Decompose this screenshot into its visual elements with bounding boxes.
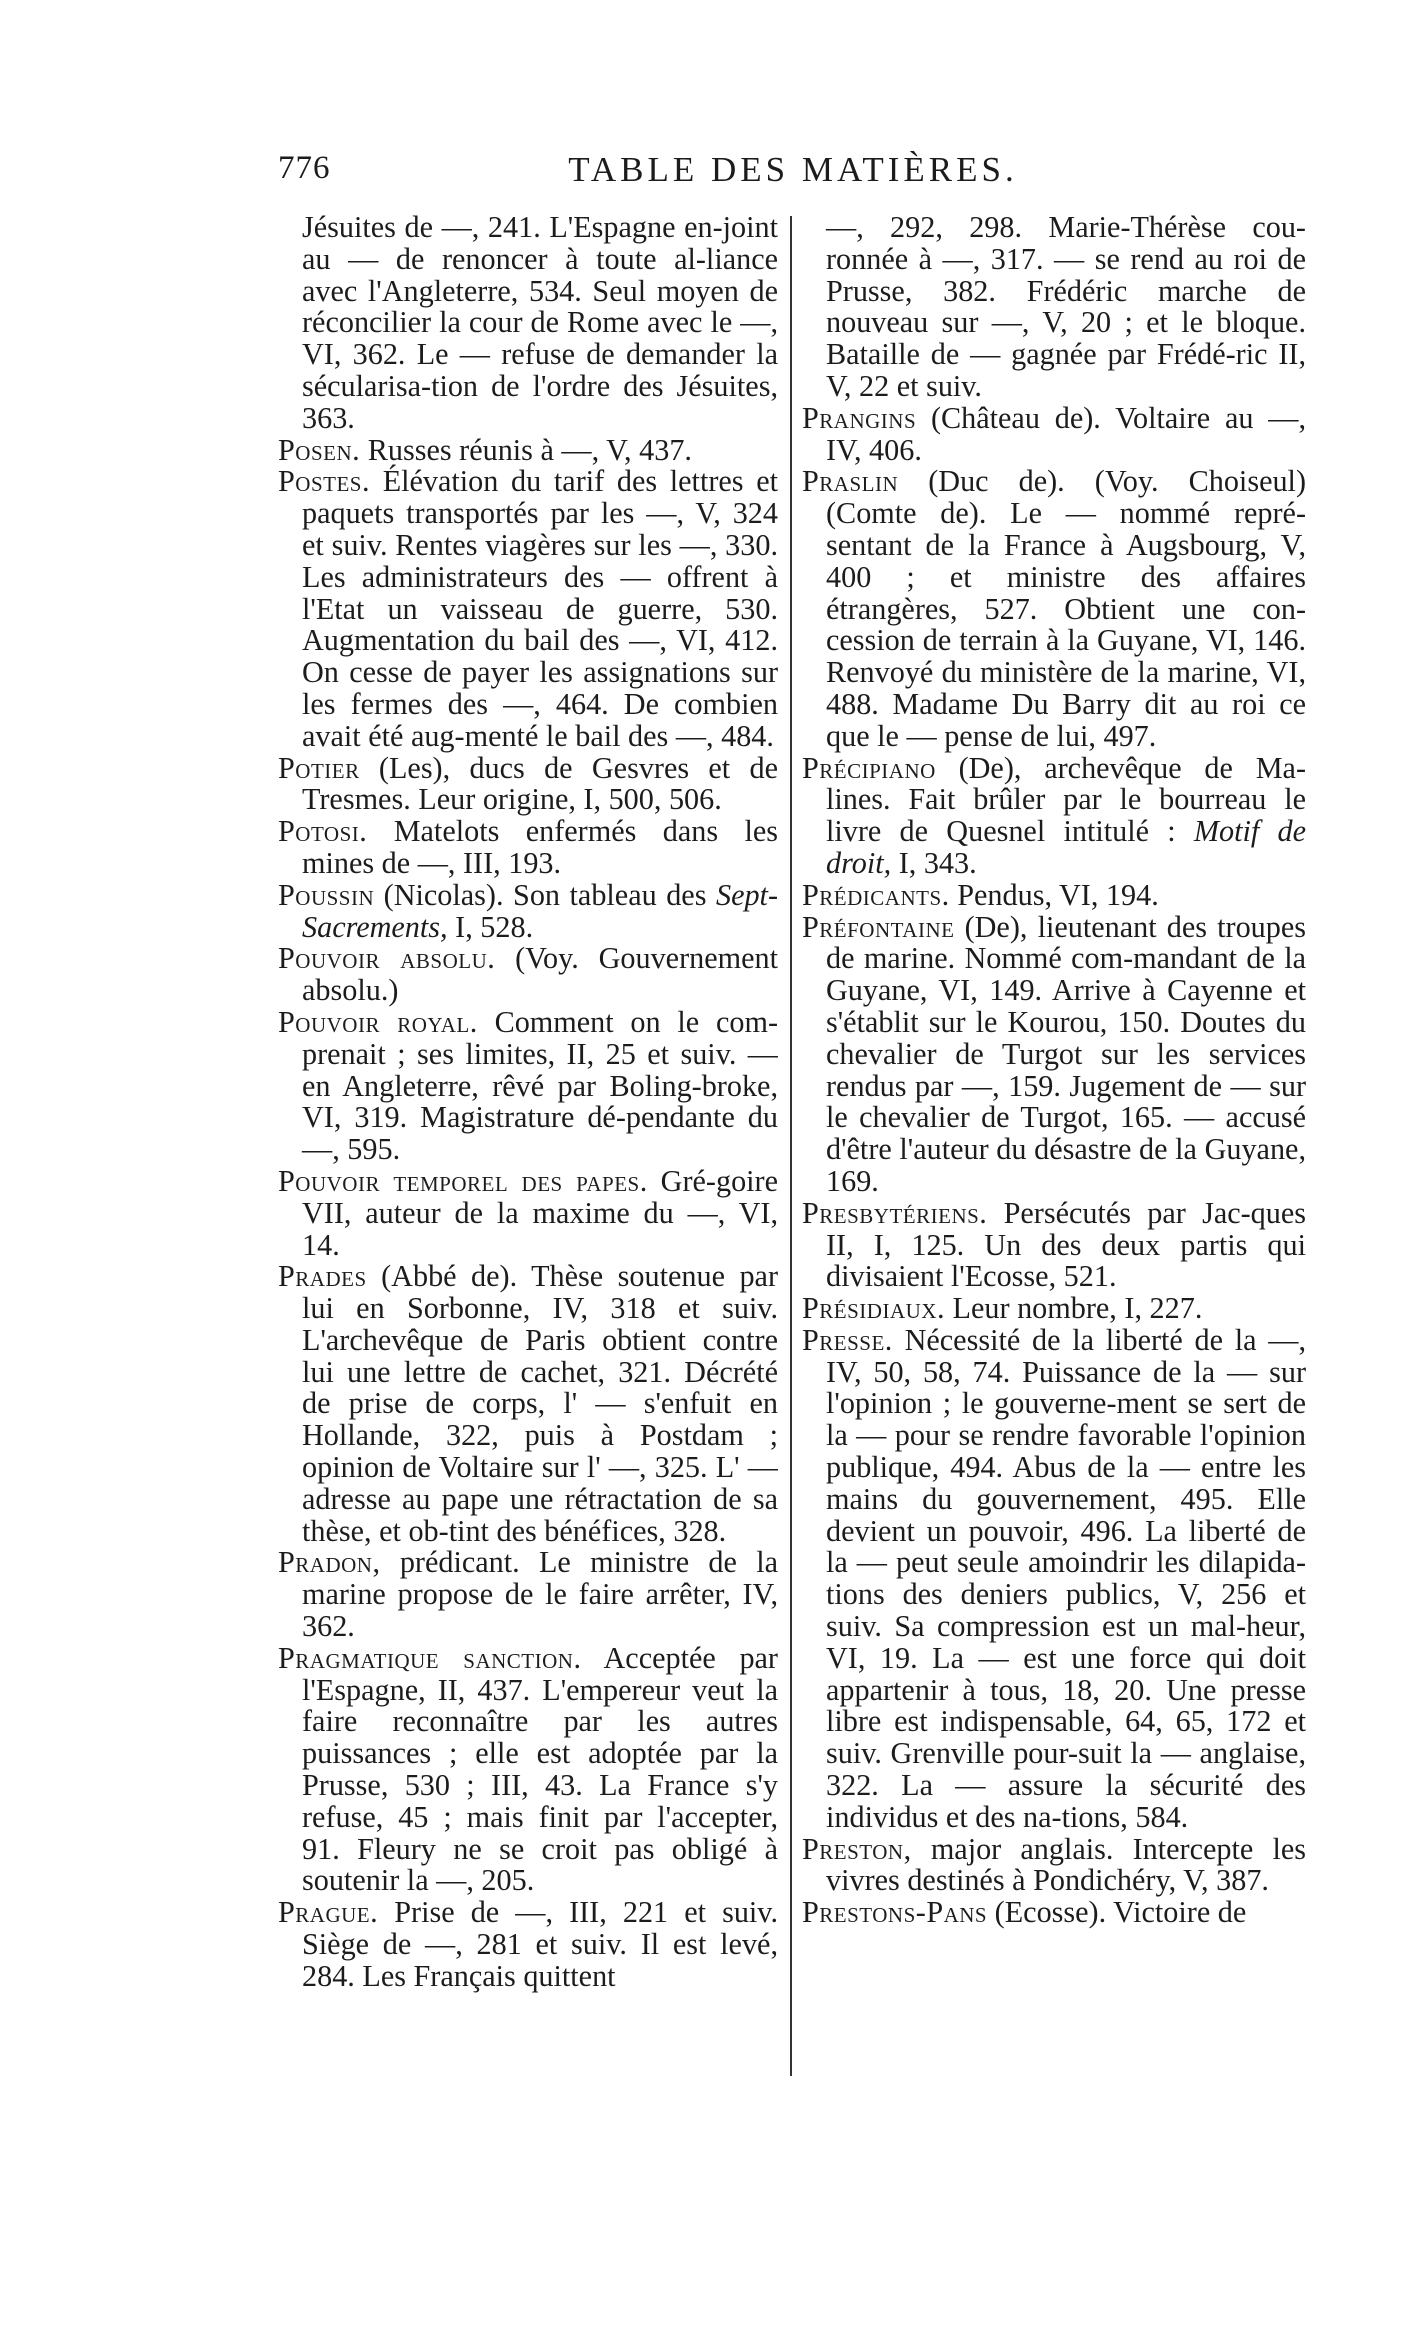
entry-text: major anglais. Intercepte les vivres destinés à Pondichéry, V, 387. xyxy=(826,1831,1306,1898)
left-column xyxy=(278,212,778,2272)
entry-head: Pouvoir temporel des papes. xyxy=(278,1163,648,1198)
page-header xyxy=(278,150,1308,194)
index-entry-postes xyxy=(278,466,778,752)
entry-text: (Nicolas). Son tableau des xyxy=(374,877,716,912)
entry-head: Presbytériens. xyxy=(802,1195,988,1230)
entry-head: Pouvoir absolu. xyxy=(278,941,496,976)
entry-head: Prestons-Pans xyxy=(802,1895,988,1930)
page-number: 776 xyxy=(278,150,331,186)
entry-text: Leur nombre, I, 227. xyxy=(945,1291,1203,1326)
right-column xyxy=(802,212,1306,2272)
entry-head: Présidiaux. xyxy=(802,1291,945,1326)
entry-head: Presse. xyxy=(802,1322,893,1357)
index-entry-presidiaux xyxy=(802,1293,1306,1325)
index-entry-prague xyxy=(278,1897,778,1992)
entry-text: Prise de —, III, 221 et suiv. Siège de —, 281 et suiv. Il est levé, 284. Les Français quittent xyxy=(302,1895,778,1993)
entry-text: Nécessité de la liberté de la —, IV, 50, 58, 74. Puissance de la — sur l'opinion ; le gouverne-ment se sert de la — pour se rendre favorable l'opinion publique, 494. Abus de la — entre les mains du gouvernement, 495. Elle devient un pouvoir, 496. La liberté de la — peut seule amoindrir les dilapida-tions des deniers publics, V, 256 et suiv. Sa compression est un mal-heur, VI, 19. La — est une force qui doit appartenir à tous, 18, 20. Une presse libre est indispensable, 64, 65, 172 et suiv. Grenville pour-suit la — anglaise, 322. La — assure la sécurité des individus et des na-tions, 584. xyxy=(826,1322,1306,1834)
index-entry-potier xyxy=(278,750,778,817)
index-entry-predicants xyxy=(802,877,1306,912)
entry-text: Matelots enfermés dans les mines de —, III, 193. xyxy=(302,814,778,880)
index-entry-poussin xyxy=(278,877,778,944)
entry-head: Prague. xyxy=(278,1895,379,1930)
entry-head: Potier xyxy=(278,750,360,785)
entry-title-italic: Sept-Sacrements, xyxy=(302,877,778,944)
entry-text: Persécutés par Jac-ques II, I, 125. Un des deux partis qui divisaient l'Ecosse, 521. xyxy=(826,1195,1306,1294)
entry-title-italic: Motif de droit, xyxy=(826,814,1306,880)
entry-head: Posen. xyxy=(278,432,361,467)
entry-head: Préfontaine xyxy=(802,909,955,944)
entry-text-after: I, 528. xyxy=(447,909,534,944)
entry-head: Potosi. xyxy=(278,814,368,849)
entry-text: (Ecosse). Victoire de xyxy=(987,1895,1247,1930)
column-divider xyxy=(790,216,792,2076)
index-entry-prangins xyxy=(802,400,1306,467)
index-entry-presse xyxy=(802,1322,1306,1834)
index-entry-preston xyxy=(802,1831,1306,1898)
index-entry-pragmatique xyxy=(278,1640,778,1898)
entry-text: Russes réunis à —, V, 437. xyxy=(360,432,692,467)
index-entry-pouvoir-royal xyxy=(278,1004,778,1167)
entry-head: Poussin xyxy=(278,877,375,912)
index-entry-posen xyxy=(278,432,778,467)
entry-head: Pradon, xyxy=(278,1545,381,1580)
entry-text: Acceptée par l'Espagne, II, 437. L'empereur veut la faire reconnaître par les autres puissances ; elle est adoptée par la Prusse, 530 ; III, 43. La France s'y refuse, 45 ; mais finit par l'accepter, 91. Fleury ne se croit pas obligé à soutenir la —, 205. xyxy=(302,1640,778,1898)
entry-text: prédicant. Le ministre de la marine propose de le faire arrêter, IV, 362. xyxy=(302,1545,778,1644)
entry-text: Élévation du tarif des lettres et paquets transportés par les —, V, 324 et suiv. Rentes viagères sur les —, 330. Les administrateurs des — offrent à l'Etat un vaisseau de guerre, 530. Augmentation du bail des —, VI, 412. On cesse de payer les assignations sur les fermes des —, 464. De combien avait été aug-menté le bail des —, 484. xyxy=(302,464,778,753)
entry-text: (De), lieutenant des troupes de marine. Nommé com-mandant de la Guyane, VI, 149. Arrive à Cayenne et s'établit sur le Kourou, 150. Doutes du chevalier de Turgot sur les services rendus par —, 159. Jugement de — sur le chevalier de Turgot, 165. — accusé d'être l'auteur du désastre de la Guyane, 169. xyxy=(826,909,1306,1198)
index-entry-potosi xyxy=(278,816,778,880)
continuation-text: —, 292, 298. Marie-Thérèse cou-ronnée à —, 317. — se rend au roi de Prusse, 382. Frédéric marche de nouveau sur —, V, 20 ; et le bloque. Bataille de — gagnée par Frédé-ric II, V, 22 et suiv. xyxy=(826,212,1306,403)
index-entry-presbyteriens xyxy=(802,1195,1306,1294)
entry-text: (Duc de). (Voy. Choiseul) (Comte de). Le — nommé repré-sentant de la France à Augsbourg, V, 400 ; et ministre des affaires étrangères, 527. Obtient une con-cession de terrain à la Guyane, VI, 146. Renvoyé du ministère de la marine, VI, 488. Madame Du Barry dit au roi ce que le — pense de lui, 497. xyxy=(826,464,1306,753)
entry-head: Prades xyxy=(278,1259,367,1294)
index-entry-prades xyxy=(278,1261,778,1547)
index-entry-pouvoir-temporel xyxy=(278,1163,778,1262)
running-title: TABLE DES MATIÈRES. xyxy=(568,150,1018,189)
entry-text: Gré-goire VII, auteur de la maxime du —, VI, 14. xyxy=(302,1163,778,1262)
entry-text: Comment on le com-prenait ; ses limites, II, 25 et suiv. — en Angleterre, rêvé par Boling-broke, VI, 319. Magistrature dé-pendante du —, 595. xyxy=(302,1004,778,1167)
continuation-text: Jésuites de —, 241. L'Espagne en-joint au — de renoncer à toute al-liance avec l'Angleterre, 534. Seul moyen de réconcilier la cour de Rome avec le —, VI, 362. Le — refuse de demander la sécularisa-tion de l'ordre des Jésuites, 363. xyxy=(302,212,778,435)
entry-head: Preston, xyxy=(802,1831,912,1866)
entry-text: (De), archevêque de Ma-lines. Fait brûler par le bourreau le livre de Quesnel intitulé : xyxy=(826,750,1306,849)
index-entry-pradon xyxy=(278,1547,778,1642)
entry-head: Prangins xyxy=(802,400,917,435)
entry-text: (Voy. Gouvernement absolu.) xyxy=(302,941,778,1008)
index-entry-precipiano xyxy=(802,750,1306,880)
entry-head: Praslin xyxy=(802,464,899,499)
entry-head: Pragmatique sanction. xyxy=(278,1640,582,1675)
index-entry-prefontaine xyxy=(802,909,1306,1198)
index-entry-prestons-pans xyxy=(802,1897,1306,1929)
entry-text-after: I, 343. xyxy=(891,845,977,880)
entry-head: Prédicants. xyxy=(802,877,950,912)
entry-text: (Abbé de). Thèse soutenue par lui en Sorbonne, IV, 318 et suiv. L'archevêque de Paris obtient contre lui une lettre de cachet, 321. Décrété de prise de corps, l' — s'enfuit en Hollande, 322, puis à Postdam ; opinion de Voltaire sur l' —, 325. L' — adresse au pape une rétractation de sa thèse, et ob-tint des bénéfices, 328. xyxy=(302,1259,778,1548)
entry-text: (Les), ducs de Gesvres et de Tresmes. Leur origine, I, 500, 506. xyxy=(302,750,778,817)
entry-text: Pendus, VI, 194. xyxy=(949,877,1159,912)
index-entry-praslin xyxy=(802,466,1306,752)
entry-head: Précipiano xyxy=(802,750,936,785)
entry-head: Postes. xyxy=(278,464,371,499)
entry-text: (Château de). Voltaire au —, IV, 406. xyxy=(826,400,1306,467)
entry-head: Pouvoir royal. xyxy=(278,1004,478,1039)
index-entry-pouvoir-absolu xyxy=(278,943,778,1007)
